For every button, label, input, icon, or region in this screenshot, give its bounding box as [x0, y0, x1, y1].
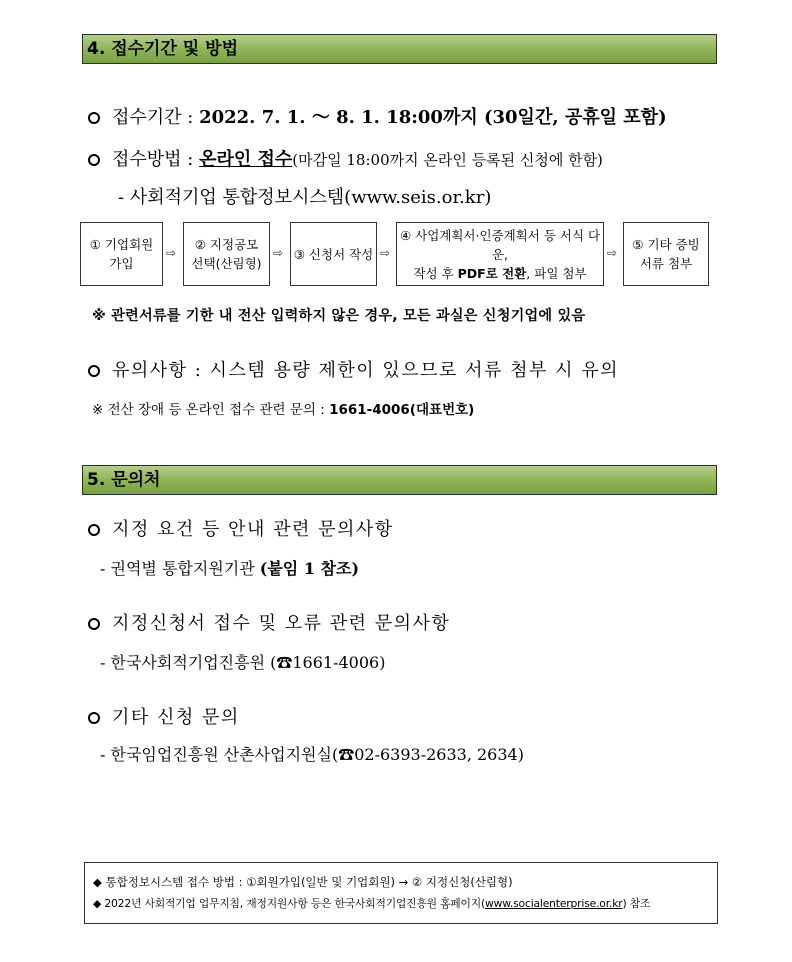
flow-step-3-line1: ③ 신청서 작성 — [293, 246, 374, 262]
flow-step-1-line2: 가입 — [109, 256, 134, 271]
circle-bullet-icon — [88, 112, 100, 124]
contact-heading-3: 기타 신청 문의 — [88, 703, 240, 729]
circle-bullet-icon — [88, 154, 100, 166]
system-line: - 사회적기업 통합정보시스템(www.seis.or.kr) — [118, 187, 492, 208]
flow-arrow-icon: ⇨ — [166, 246, 177, 260]
flow-step-4-line2: 작성 후 PDF로 전환, 파일 첨부 — [413, 265, 587, 281]
flow-step-2 — [183, 222, 270, 286]
circle-bullet-icon — [88, 712, 100, 724]
inquiry-label: ※ 전산 장애 등 온라인 접수 관련 문의 : — [92, 402, 325, 418]
circle-bullet-icon — [88, 524, 100, 536]
contact-heading-2: 지정신청서 접수 및 오류 관련 문의사항 — [88, 609, 450, 635]
flow-step-1 — [80, 222, 163, 286]
contact-heading-1: 지정 요건 등 안내 관련 문의사항 — [88, 515, 394, 541]
method-line — [88, 145, 603, 171]
flow-step-2-line2: 선택(산림형) — [191, 256, 262, 271]
method-value: 온라인 접수 — [199, 149, 293, 170]
inquiry-line — [92, 398, 474, 418]
inquiry-phone: 1661-4006(대표번호) — [329, 402, 475, 418]
period-label: 접수기간 : — [112, 107, 194, 128]
flow-step-3 — [290, 222, 377, 286]
method-note: (마감일 18:00까지 온라인 등록된 신청에 한함) — [292, 151, 603, 169]
period-line — [88, 103, 667, 129]
contact-detail-3: - 한국임업진흥원 산촌사업지원실(☎02-6393-2633, 2634) — [100, 745, 524, 764]
note-line-1: ◆ 통합정보시스템 접수 방법 : ①회원가입(일반 및 기업회원) → ② 지정신청(산림형) — [93, 875, 513, 889]
method-label: 접수방법 : — [112, 149, 194, 170]
section5-title: 5. 문의처 — [82, 465, 717, 495]
contact-detail-1: - 권역별 통합지원기관 (붙임 1 참조) — [100, 559, 360, 578]
circle-bullet-icon — [88, 618, 100, 630]
flow-step-5-line1: ⑤ 기타 증빙 — [632, 237, 700, 252]
flow-step-2-line1: ② 지정공모 — [194, 237, 259, 252]
flow-step-4-line1: ④ 사업계획서·인증계획서 등 서식 다운, — [399, 227, 601, 262]
flow-arrow-icon: ⇨ — [607, 246, 618, 260]
flow-arrow-icon: ⇨ — [273, 246, 284, 260]
circle-bullet-icon — [88, 365, 100, 377]
flow-step-4 — [396, 222, 604, 286]
flow-step-5-line2: 서류 첨부 — [639, 256, 693, 271]
notes-box — [84, 862, 718, 924]
warning-text: ※ 관련서류를 기한 내 전산 입력하지 않은 경우, 모든 과실은 신청기업에 있음 — [92, 308, 586, 324]
section4-title: 4. 접수기간 및 방법 — [82, 34, 717, 64]
note-line-2: ◆ 2022년 사회적기업 업무지침, 재정지원사항 등은 한국사회적기업진흥원 홈페이지(www.socialenterprise.or.kr) 참조 — [93, 897, 651, 910]
contact-detail-2: - 한국사회적기업진흥원 (☎1661-4006) — [100, 653, 386, 672]
flow-step-1-line1: ① 기업회원 — [89, 237, 154, 252]
caution-line — [88, 356, 619, 382]
homepage-link[interactable]: www.socialenterprise.or.kr — [485, 897, 623, 910]
flow-step-5 — [623, 222, 709, 286]
flow-arrow-icon: ⇨ — [380, 246, 391, 260]
period-value: 2022. 7. 1. ～ 8. 1. 18:00까지 (30일간, 공휴일 포함) — [199, 107, 667, 128]
caution-text: 유의사항 : 시스템 용량 제한이 있으므로 서류 첨부 시 유의 — [112, 360, 619, 381]
